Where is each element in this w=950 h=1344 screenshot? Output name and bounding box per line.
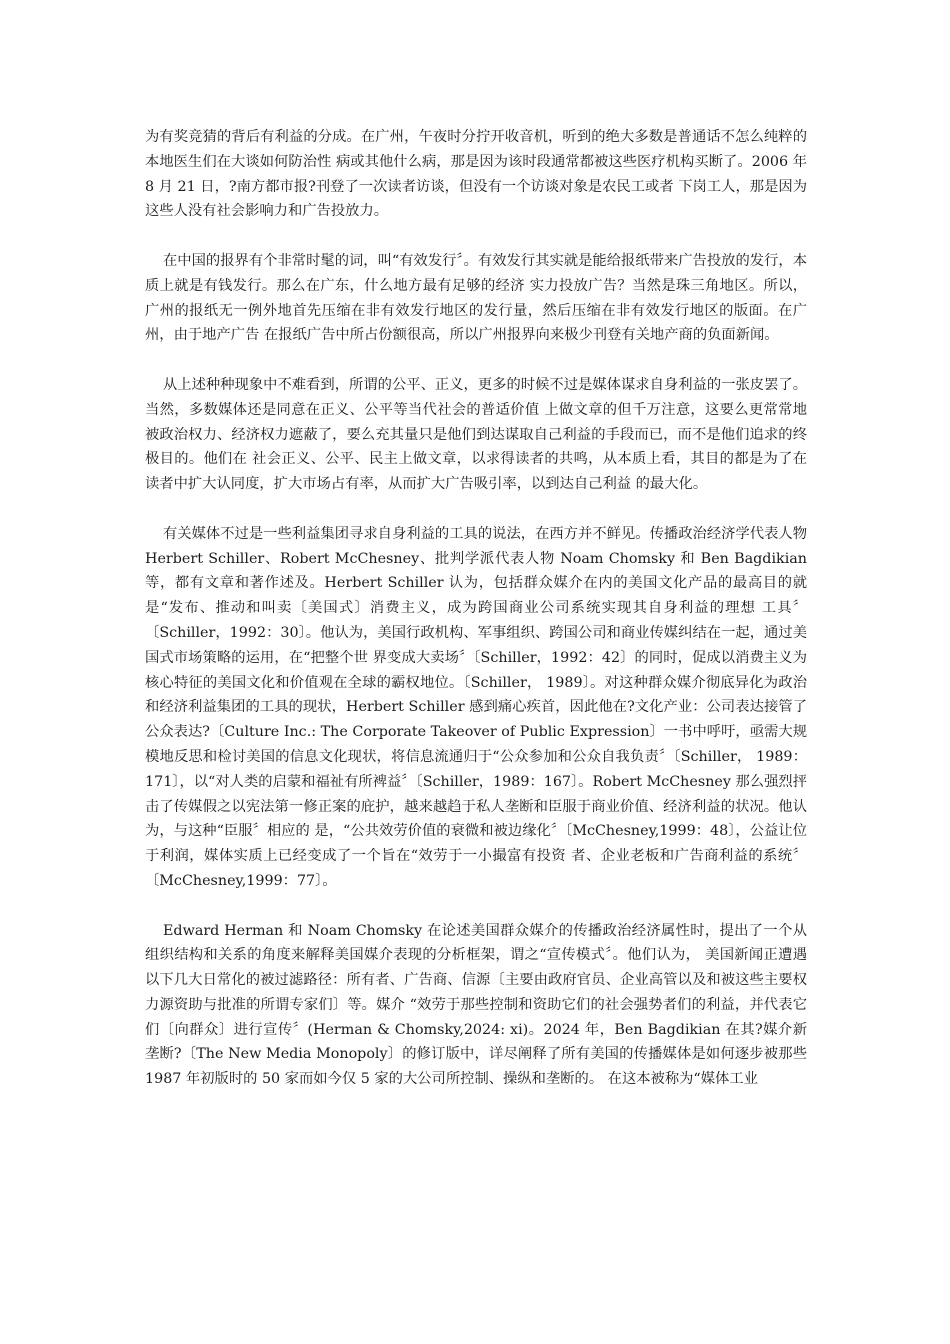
paragraph-2: 在中国的报界有个非常时髦的词，叫“有效发行〞。有效发行其实就是能给报纸带来广告投放的发行，本质上就是有钱发行。那么在广东，什么地方最有足够的经济 实力投放广告？当然是珠三角地区。所以，广州的报纸无一例外地首先压缩在非有效发行地区的发行量，然后压缩在非有效发行地区的版面。在广州，由于地产广告 在报纸广告中所占份额很高，所以广州报界向来极少刊登有关地产商的负面新闻。 [145, 252, 807, 344]
paragraph-5: Edward Herman 和 Noam Chomsky 在论述美国群众媒介的传播政治经济属性时，提出了一个从组织结构和关系的角度来解释美国媒介表现的分析框架，谓之“宣传模式〞。他们认为， 美国新闻正遭遇以下几大日常化的被过滤路径：所有者、广告商、信源〔主要由政府官员、企业高管以及和被这些主要权力源资助与批准的所谓专家们〕等。媒介 “效劳于那些控制和资助它们的社会强势者们的利益，并代表它们〔向群众〕进行宣传〞(Herman & Chomsky,2024: xi)。2024 年，Ben Bagdikian 在其?媒介新垄断?〔The New Media Monopoly〕的修订版中，详尽阐释了所有美国的传播媒体是如何逐步被那些 1987 年初版时的 50 家而如今仅 5 家的大公司所控制、操纵和垄断的。 在这本被称为“媒体工业 [145, 922, 807, 1088]
paragraph-1: 为有奖竞猜的背后有利益的分成。在广州，午夜时分拧开收音机，听到的绝大多数是普通话不怎么纯粹的本地医生们在大谈如何防治性 病或其他什么病，那是因为该时段通常都被这些医疗机构买断了。2006 年 8 月 21 日，?南方都市报?刊登了一次读者访谈，但没有一个访谈对象是农民工或者 下岗工人，那是因为这些人没有社会影响力和广告投放力。 [145, 129, 807, 220]
paragraph-4: 有关媒体不过是一些利益集团寻求自身利益的工具的说法，在西方并不鲜见。传播政治经济学代表人物 Herbert Schiller、Robert McChesney、批判学派代表人物 Noam Chomsky 和 Ben Bagdikian 等，都有文章和著作述及。Herbert Schiller 认为，包括群众媒介在内的美国文化产品的最高目的就是“发布、推动和叫卖〔美国式〕消费主义，成为跨国商业公司系统实现其自身利益的理想 工具〞〔Schiller，1992：30〕。他认为，美国行政机构、军事组织、跨国公司和商业传媒纠结在一起，通过美国式市场策略的运用，在“把整个世 界变成大卖场〞〔Schiller，1992：42〕的同时，促成以消费主义为核心特征的美国文化和价值观在全球的霸权地位。〔Schiller， 1989〕。对这种群众媒介彻底异化为政治和经济利益集团的工具的现状，Herbert Schiller 感到痛心疾首，因此他在?文化产业：公司表达接管了公众表达?〔Culture Inc.: The Corporate Takeover of Public Expression〕一书中呼吁，亟需大规模地反思和检讨美国的信息文化现状，将信息流通归于“公众参加和公众自我负责〞〔Schiller， 1989：171〕，以“对人类的启蒙和福祉有所裨益〞〔Schiller，1989：167〕。Robert McChesney 那么强烈抨击了传媒假之以宪法第一修正案的庇护，越来越趋于私人垄断和臣服于商业价值、经济利益的状况。他认为，与这种“臣服〞相应的 是，“公共效劳价值的衰微和被边缘化〞〔McChesney,1999：48〕，公益让位于利润，媒体实质上已经变成了一个旨在“效劳于一小撮富有投资 者、企业老板和广告商利益的系统〞〔McChesney,1999：77〕。 [145, 525, 807, 889]
document-body [145, 125, 807, 1117]
paragraph-3: 从上述种种现象中不难看到，所谓的公平、正义，更多的时候不过是媒体谋求自身利益的一张皮罢了。当然，多数媒体还是同意在正义、公平等当代社会的普适价值 上做文章的但千万注意，这要么更常常地被政治权力、经济权力遮蔽了，要么充其量只是他们到达谋取自己利益的手段而已，而不是他们追求的终极目的。他们在 社会正义、公平、民主上做文章，以求得读者的共鸣，从本质上看，其目的都是为了在读者中扩大认同度，扩大市场占有率，从而扩大广告吸引率，以到达自己利益 的最大化。 [145, 376, 807, 493]
